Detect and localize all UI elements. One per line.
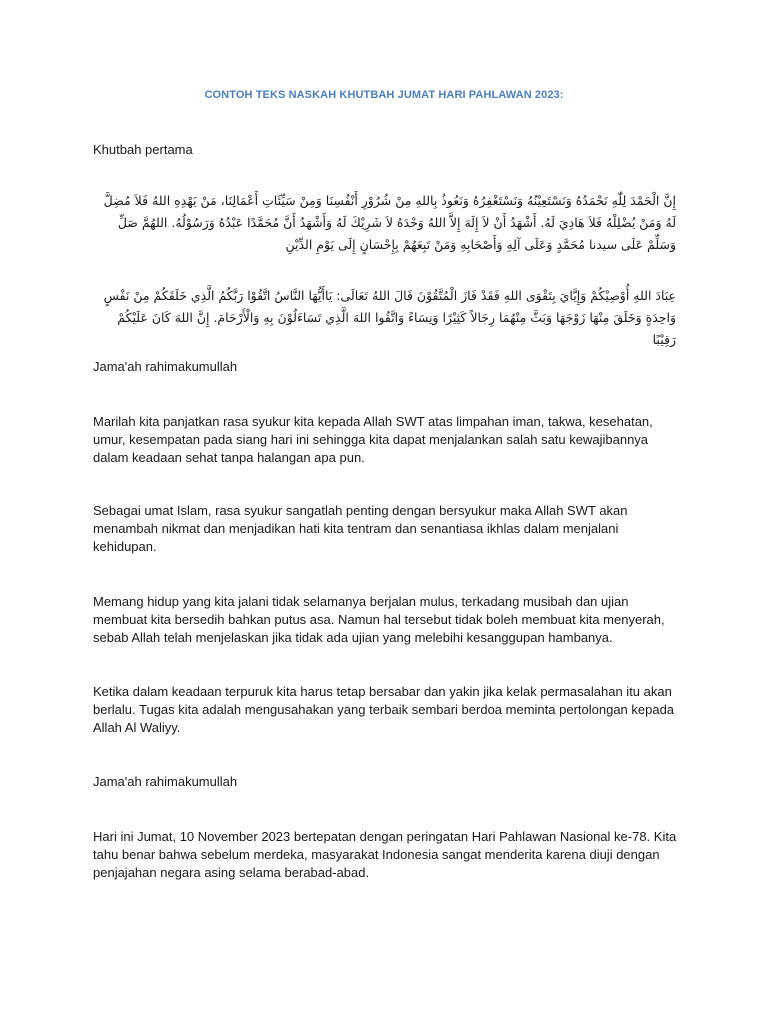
- paragraph-gratitude: Marilah kita panjatkan rasa syukur kita kepada Allah SWT atas limpahan iman, takwa, kesehatan, umur, kesempatan pada siang hari ini sehingga kita dapat menjalankan salah satu kewajibannya dalam keadaan sehat tanpa halangan apa pun.: [93, 414, 653, 465]
- paragraph-islam-gratitude: Sebagai umat Islam, rasa syukur sangatlah penting dengan bersyukur maka Allah SWT akan menambah nikmat dan menjadikan hati kita tentram dan senantiasa ikhlas dalam menjalani kehidupan.: [93, 503, 628, 554]
- greeting-second: Jama'ah rahimakumullah: [93, 774, 238, 789]
- greeting-first: Jama'ah rahimakumullah: [93, 359, 238, 374]
- section-title: Khutbah pertama: [93, 142, 193, 157]
- paragraph-life-trials: Memang hidup yang kita jalani tidak selamanya berjalan mulus, terkadang musibah dan ujian membuat kita bersedih bahkan putus asa. Namun hal tersebut tidak boleh membuat kita menyerah, sebab Allah telah menjelaskan jika tidak ada ujian yang melebihi kesanggupan hambanya.: [93, 594, 665, 645]
- arabic-exhortation-paragraph: عِبَادَ اللهِ أُوْصِيْكُمْ وَإِيَّايَ بِتَقْوَى اللهِ فَقَدْ فَازَ الْمُتَّقُوْنَ قَالَ اللهُ تَعَالَى: يَاأَيُّهَا النَّاسُ اتَّقُوْا رَبَّكُمُ الَّذِي خَلَقَكُمْ مِنْ نَفْسٍ وَاحِدَةٍ وَخَلَقَ مِنْهَا زَوْجَهَا وَبَثَّ مِنْهُمَا رِجَالاً كَثِيْرًا وَنِسَاءً وَاتَّقُوا اللهَ الَّذِي تَسَاءَلُوْنَ بِهِ وَالْأَرْحَامَ. إِنَّ اللهَ كَانَ عَلَيْكُمْ رَقِيْبًا: [103, 288, 676, 347]
- document-heading: CONTOH TEKS NASKAH KHUTBAH JUMAT HARI PAHLAWAN 2023:: [204, 89, 564, 101]
- arabic-opening-paragraph: إِنَّ الْحَمْدَ لِلّٰهِ نَحْمَدُهُ وَنَسْتَعِيْنُهُ وَنَسْتَغْفِرُهُ وَنَعُوذُ بِاللهِ مِنْ شُرُوْرِ أَنْفُسِنَا وَمِنْ سَيِّئَاتِ أَعْمَالِنَا، مَنْ يَهْدِهِ اللهُ فَلاَ مُضِلَّ لَهُ وَمَنْ يُضْلِلْهُ فَلاَ هَادِيَ لَهُ. أَشْهَدُ أَنْ لاَ إِلَهَ إِلاَّ اللهُ وَحْدَهُ لاَ شَرِيْكَ لَهُ وَأَشْهَدُ أَنَّ مُحَمَّدًا عَبْدُهُ وَرَسُوْلُهُ. اللهُمَّ صَلِّ وَسَلِّمْ عَلَى سيدنا مُحَمَّدٍ وَعَلَى آلِهِ وَأَصْحَابِهِ وَمَنْ تَبِعَهُمْ بِإِحْسَانٍ إِلَى يَوْمِ الدِّيْنِ: [103, 193, 676, 252]
- paragraph-patience: Ketika dalam keadaan terpuruk kita harus tetap bersabar dan yakin jika kelak permasalahan itu akan berlalu. Tugas kita adalah mengusahakan yang terbaik sembari berdoa meminta pertolongan kepada Allah Al Waliyy.: [93, 684, 675, 735]
- paragraph-hero-day: Hari ini Jumat, 10 November 2023 bertepatan dengan peringatan Hari Pahlawan Nasional ke-78. Kita tahu benar bahwa sebelum merdeka, masyarakat Indonesia sangat menderita karena diuji dengan penjajahan negara asing selama berabad-abad.: [93, 829, 677, 880]
